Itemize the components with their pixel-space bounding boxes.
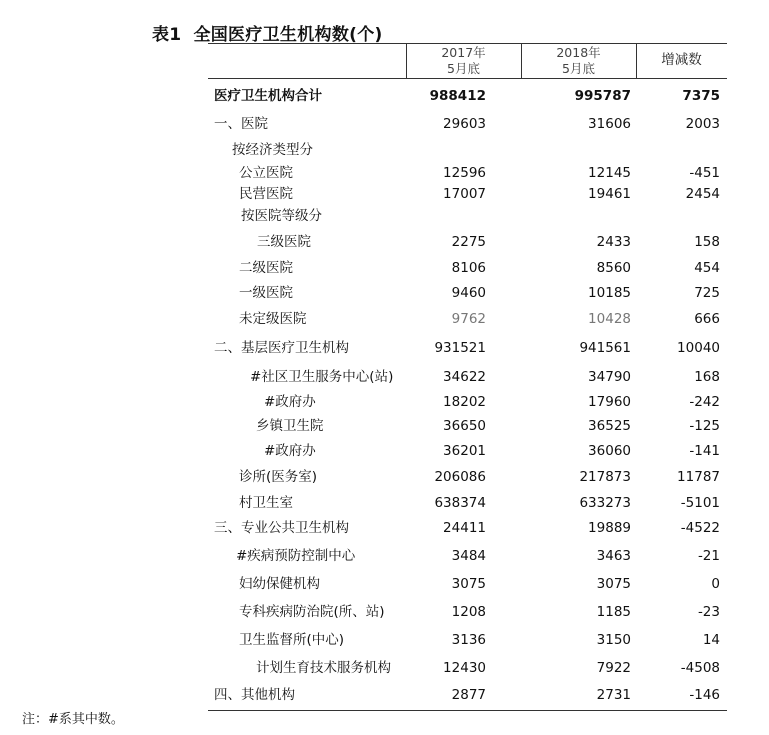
cell-2017: 206086 [434,469,486,485]
cell-2018: 941561 [579,340,631,356]
cell-2017: 3075 [451,576,486,592]
cell-change: 725 [694,285,720,301]
row-label: 医疗卫生机构合计 [214,88,322,104]
table-bottom-rule [208,710,727,711]
cell-change: -451 [689,165,720,181]
cell-change: 10040 [677,340,720,356]
cell-change: 666 [694,311,720,327]
cell-change: -4522 [680,520,720,536]
table-footnote: 注：#系其中数。 [22,712,124,727]
table-row [0,602,769,622]
cell-2018: 7922 [596,660,631,676]
table-row [0,574,769,594]
table-row [0,283,769,303]
cell-2018: 36060 [588,443,631,459]
table-row [0,86,769,106]
cell-2018: 3150 [596,632,631,648]
row-label: 公立医院 [239,165,293,181]
header-bottom-rule [208,78,727,79]
cell-2018: 2433 [596,234,631,250]
cell-2018: 12145 [588,165,631,181]
table-row [0,232,769,252]
cell-change: 168 [694,369,720,385]
cell-change: 14 [702,632,720,648]
row-label: 一、医院 [214,116,268,132]
table-number: 表1 [152,25,182,45]
row-label: 民营医院 [239,186,293,202]
cell-2018: 10185 [588,285,631,301]
row-label: 一级医院 [239,285,293,301]
table-row [0,114,769,134]
cell-2017: 3484 [451,548,486,564]
table-row [0,441,769,461]
cell-2018: 995787 [574,88,631,104]
cell-2017: 2877 [451,687,486,703]
cell-change: -146 [689,687,720,703]
cell-2017: 17007 [443,186,486,202]
row-label: 卫生监督所(中心) [239,632,345,648]
table-row [0,367,769,387]
row-label: #政府办 [264,443,316,459]
row-label: 计划生育技术服务机构 [256,660,391,676]
table-row [0,163,769,183]
cell-2018: 217873 [579,469,631,485]
row-label: 三级医院 [257,234,311,250]
row-label: #政府办 [264,394,316,410]
cell-change: 7375 [682,88,720,104]
cell-2017: 931521 [434,340,486,356]
table-row [0,338,769,358]
cell-2017: 9460 [451,285,486,301]
cell-2018: 10428 [588,311,631,327]
cell-2017: 2275 [451,234,486,250]
table-row [0,140,769,160]
cell-2017: 988412 [429,88,486,104]
cell-2018: 3075 [596,576,631,592]
row-label: #社区卫生服务中心(站) [250,369,394,385]
cell-change: 2454 [685,186,720,202]
table-row [0,184,769,204]
row-label: 二级医院 [239,260,293,276]
header-col-2018 [521,45,636,77]
row-label: #疾病预防控制中心 [236,548,356,564]
cell-2017: 3136 [451,632,486,648]
cell-change: 11787 [677,469,720,485]
cell-change: 158 [694,234,720,250]
row-label: 专科疾病防治院(所、站) [239,604,385,620]
table-row [0,206,769,226]
cell-2018: 36525 [588,418,631,434]
row-label: 妇幼保健机构 [239,576,320,592]
row-label: 村卫生室 [239,495,293,511]
table-top-rule [208,43,727,44]
cell-change: -21 [697,548,720,564]
table-row [0,467,769,487]
header-col-2018-year: 2018年 [556,45,601,60]
header-col-2017-year: 2017年 [441,45,486,60]
table-row [0,546,769,566]
table-row [0,416,769,436]
row-label: 三、专业公共卫生机构 [214,520,349,536]
cell-2017: 8106 [451,260,486,276]
table-row [0,518,769,538]
cell-change: 0 [711,576,720,592]
cell-change: -141 [689,443,720,459]
cell-2018: 2731 [596,687,631,703]
cell-change: -125 [689,418,720,434]
cell-2018: 633273 [579,495,631,511]
table-title-text: 全国医疗卫生机构数(个) [193,25,383,45]
table-title [152,20,383,45]
header-col-2017-period: 5月底 [447,61,480,76]
table-row [0,658,769,678]
cell-2018: 1185 [596,604,631,620]
row-label: 未定级医院 [239,311,307,327]
cell-2017: 638374 [434,495,486,511]
row-label: 按经济类型分 [232,142,313,158]
cell-2017: 12596 [443,165,486,181]
table-row [0,630,769,650]
cell-2018: 17960 [588,394,631,410]
cell-2017: 36650 [443,418,486,434]
cell-2018: 19461 [588,186,631,202]
cell-2017: 29603 [443,116,486,132]
table-row [0,685,769,705]
cell-2017: 36201 [443,443,486,459]
cell-2017: 9762 [451,311,486,327]
table-row [0,392,769,412]
cell-2018: 34790 [588,369,631,385]
cell-2018: 31606 [588,116,631,132]
cell-2018: 8560 [596,260,631,276]
row-label: 乡镇卫生院 [256,418,324,434]
cell-change: 2003 [685,116,720,132]
cell-2017: 18202 [443,394,486,410]
header-col-2017 [406,45,521,77]
cell-change: -4508 [680,660,720,676]
cell-change: -5101 [680,495,720,511]
cell-2017: 12430 [443,660,486,676]
cell-2017: 1208 [451,604,486,620]
cell-2018: 19889 [588,520,631,536]
table-row [0,309,769,329]
header-col-change: 增减数 [661,52,702,68]
cell-2017: 24411 [443,520,486,536]
cell-2017: 34622 [443,369,486,385]
cell-change: 454 [694,260,720,276]
header-col-2018-period: 5月底 [562,61,595,76]
table-row [0,493,769,513]
row-label: 二、基层医疗卫生机构 [214,340,349,356]
table-row [0,258,769,278]
row-label: 四、其他机构 [214,687,295,703]
row-label: 诊所(医务室) [239,469,318,485]
cell-2018: 3463 [596,548,631,564]
row-label: 按医院等级分 [241,208,322,224]
cell-change: -23 [697,604,720,620]
cell-change: -242 [689,394,720,410]
